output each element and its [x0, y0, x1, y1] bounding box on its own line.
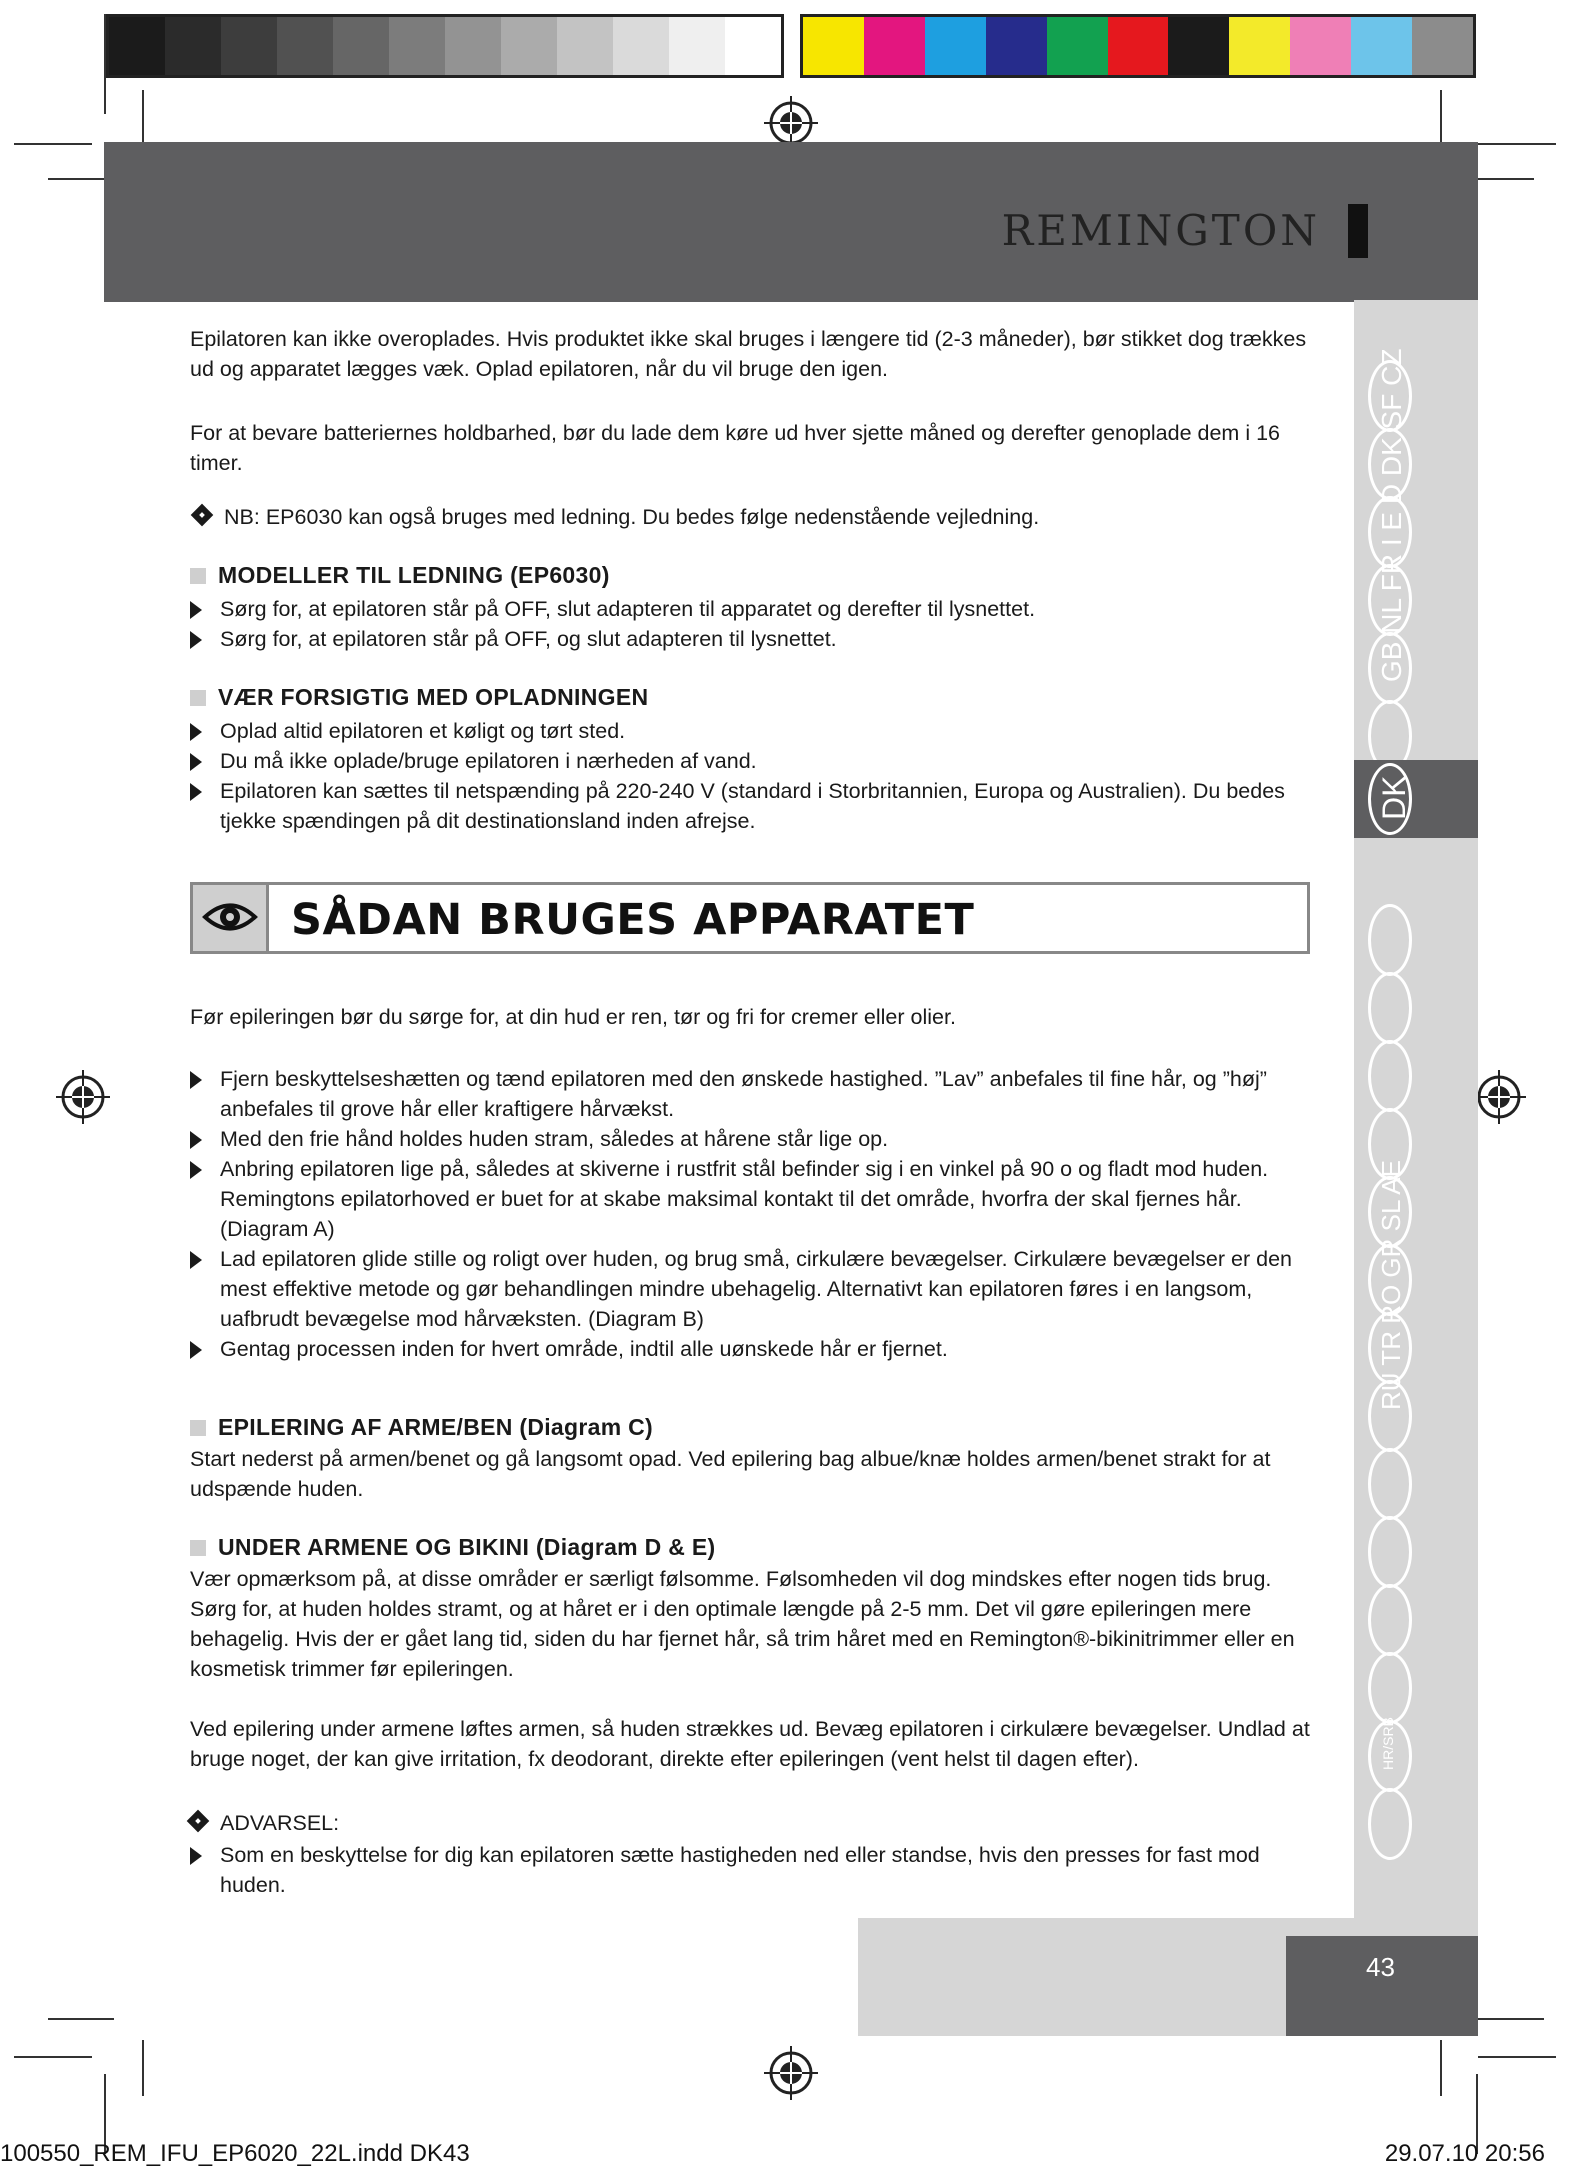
- calibration-swatch: [1351, 17, 1412, 75]
- calibration-swatch: [221, 17, 277, 75]
- crop-mark: [1478, 2018, 1544, 2020]
- page-number-box: [1286, 1936, 1478, 2036]
- calibration-swatch: [925, 17, 986, 75]
- language-oval: [1368, 1652, 1412, 1724]
- registration-target-icon: [1472, 1070, 1526, 1124]
- registration-target-icon: [56, 1070, 110, 1124]
- footer-filename: 100550_REM_IFU_EP6020_22L.indd DK43: [0, 2140, 470, 2167]
- active-language-label: DK: [1376, 775, 1412, 820]
- note-line: [190, 502, 1310, 532]
- warning-label: ADVARSEL:: [220, 1811, 340, 1835]
- calibration-swatch: [725, 17, 781, 75]
- page-number: 43: [1366, 1952, 1395, 1982]
- list-item: Fjern beskyttelseshætten og tænd epilatoren med den ønskede hastighed. ”Lav” anbefales til fine hår, og ”høj” anbefales til grove hår eller kraftigere hårvækst.: [190, 1064, 1310, 1124]
- sidebar-language-codes-top: GB NL FR I E D DK SF CZ: [1376, 348, 1407, 682]
- paragraph-overcharge: Epilatoren kan ikke overoplades. Hvis produktet ikke skal bruges i længere tid (2-3 måneder), bør stikket dog trækkes ud og apparatet lægges væk. Oplad epilatoren, når du vil bruge den igen.: [190, 327, 1307, 381]
- subheading-marker: [190, 568, 206, 584]
- language-oval: [1368, 564, 1412, 636]
- sidebar-small-label: HR/SRB: [1380, 1717, 1396, 1770]
- language-oval: [1368, 1380, 1412, 1452]
- subheading-marker: [190, 1420, 206, 1436]
- note-icon: [191, 504, 214, 527]
- crop-mark: [1440, 90, 1442, 150]
- calibration-swatch: [389, 17, 445, 75]
- list-item: Lad epilatoren glide stille og roligt over huden, og brug små, cirkulære bevægelser. Cirkulære bevægelser er den mest effektive metode og gør behandlingen mindre ubehagelig. Alternativt kan epilatoren føres i en langsom, uafbrudt bevægelse mod hårvæksten. (Diagram B): [190, 1244, 1310, 1334]
- language-oval: [1368, 1720, 1412, 1792]
- crop-mark: [48, 2018, 114, 2020]
- list-item: Du må ikke oplade/bruge epilatoren i nærheden af vand.: [190, 746, 1310, 776]
- crop-mark: [142, 90, 144, 150]
- crop-mark: [104, 14, 106, 114]
- list-item: Oplad altid epilatoren et køligt og tørt sted.: [190, 716, 1310, 746]
- tab-dk: [1354, 760, 1478, 838]
- list-item: Epilatoren kan sættes til netspænding på 220-240 V (standard i Storbritannien, Europa og Australien). Du bedes tjekke spændingen på dit destinationsland inden afrejse.: [190, 776, 1310, 836]
- language-oval: [1368, 496, 1412, 568]
- section-title: SÅDAN BRUGES APPARATET: [291, 895, 975, 945]
- note-text: NB: EP6030 kan også bruges med ledning. Du bedes følge nedenstående vejledning.: [224, 505, 1040, 529]
- calibration-swatch: [1229, 17, 1290, 75]
- calibration-swatch: [277, 17, 333, 75]
- brand-logo: [1001, 204, 1368, 255]
- language-oval: [1368, 1176, 1412, 1248]
- crop-mark: [48, 178, 104, 180]
- list-item: Sørg for, at epilatoren står på OFF, slut adapteren til apparatet og derefter til lysnettet.: [190, 594, 1310, 624]
- calibration-swatch: [1108, 17, 1169, 75]
- crop-mark: [142, 2040, 144, 2096]
- language-oval: [1368, 1108, 1412, 1180]
- calibration-swatch: [445, 17, 501, 75]
- calibration-swatch: [1047, 17, 1108, 75]
- crop-mark: [14, 143, 92, 145]
- language-oval: [1368, 1312, 1412, 1384]
- calibration-swatch: [864, 17, 925, 75]
- language-oval: [1368, 1516, 1412, 1588]
- calibration-swatch: [501, 17, 557, 75]
- calibration-swatch: [669, 17, 725, 75]
- subheading-marker: [190, 690, 206, 706]
- eye-icon-box: [193, 885, 269, 951]
- footer-timestamp: 29.07.10 20:56: [1384, 2140, 1545, 2167]
- eye-icon: [195, 886, 265, 948]
- calibration-swatch: [986, 17, 1047, 75]
- calibration-swatch: [1412, 17, 1473, 75]
- list-item: Med den frie hånd holdes huden stram, således at hårene står lige op.: [190, 1124, 1310, 1154]
- subheading-charging: VÆR FORSIGTIG MED OPLADNINGEN: [190, 682, 648, 712]
- sidebar-language-codes-bottom: RU TR RO GR SL AE: [1376, 1160, 1406, 1410]
- language-oval: [1368, 1448, 1412, 1520]
- warning-line: [190, 1808, 1310, 1838]
- paragraph-underarm-technique: Ved epilering under armene løftes armen, så huden strækkes ud. Bevæg epilatoren i cirkulære bevægelser. Undlad at bruge noget, der kan give irritation, fx deodorant, direkte efter epileringen (vent helst til dagen efter).: [190, 1717, 1310, 1771]
- language-oval: [1368, 632, 1412, 704]
- calibration-swatch: [803, 17, 864, 75]
- list-item: Gentag processen inden for hvert område, indtil alle uønskede hår er fjernet.: [190, 1334, 1310, 1364]
- crop-mark: [1440, 2040, 1442, 2096]
- calibration-swatch: [165, 17, 221, 75]
- language-sidebar: [1354, 300, 1478, 1922]
- calibration-swatch: [1168, 17, 1229, 75]
- language-oval: [1368, 904, 1412, 976]
- subheading-marker: [190, 1540, 206, 1556]
- crop-mark: [1478, 143, 1556, 145]
- crop-mark: [14, 2056, 92, 2058]
- language-oval: [1368, 428, 1412, 500]
- usage-intro: Før epileringen bør du sørge for, at din hud er ren, tør og fri for cremer eller olier.: [190, 1005, 956, 1029]
- crop-mark: [1478, 178, 1534, 180]
- calibration-swatch: [613, 17, 669, 75]
- list-item: Anbring epilatoren lige på, således at skiverne i rustfrit stål befinder sig i en vinkel på 90 o og fladt mod huden. Remingtons epilatorhoved er buet for at skabe maksimal kontakt til det område, hvorfra der skal fjernes hår. (Diagram A): [190, 1154, 1310, 1244]
- language-oval: [1368, 1040, 1412, 1112]
- language-oval: [1368, 360, 1412, 432]
- paragraph-underarms: Vær opmærksom på, at disse områder er særligt følsomme. Følsomheden vil dog mindskes efter nogen tids brug. Sørg for, at huden holdes stramt, og at håret er i den optimale længde på 2-5 mm. Det vil gøre epileringen mere behagelig. Hvis der er gået lang tid, siden du har fjernet hår, så trim håret med en Remington®-bikinitrimmer eller en kosmetisk trimmer før epileringen.: [190, 1567, 1295, 1681]
- language-oval: [1368, 1244, 1412, 1316]
- section-heading-box: [190, 882, 1310, 954]
- brand-mark-bar: [1348, 204, 1368, 258]
- grayscale-calibration-bar: [106, 14, 784, 78]
- color-calibration-bar: [800, 14, 1476, 78]
- paragraph-arms-legs: Start nederst på armen/benet og gå langsomt opad. Ved epilering bag albue/knæ holdes armen/benet strakt for at udspænde huden.: [190, 1447, 1271, 1501]
- header-band: [104, 142, 1478, 302]
- registration-target-icon: [764, 2046, 818, 2100]
- language-oval: [1368, 1584, 1412, 1656]
- calibration-swatch: [109, 17, 165, 75]
- calibration-swatch: [557, 17, 613, 75]
- list-item: Som en beskyttelse for dig kan epilatoren sætte hastigheden ned eller standse, hvis den presses for fast mod huden.: [190, 1840, 1310, 1900]
- paragraph-battery: For at bevare batteriernes holdbarhed, bør du lade dem køre ud hver sjette måned og derefter genoplade dem i 16 timer.: [190, 421, 1280, 475]
- list-item: Sørg for, at epilatoren står på OFF, og slut adapteren til lysnettet.: [190, 624, 1310, 654]
- subheading-arms-legs: EPILERING AF ARME/BEN (Diagram C): [190, 1412, 653, 1442]
- language-oval: [1368, 972, 1412, 1044]
- language-oval: [1368, 1788, 1412, 1860]
- subheading-corded: MODELLER TIL LEDNING (EP6030): [190, 560, 610, 590]
- brand-name: REMINGTON: [1001, 206, 1320, 255]
- warning-icon: [187, 1810, 210, 1833]
- calibration-swatch: [333, 17, 389, 75]
- crop-mark: [1478, 2056, 1556, 2058]
- subheading-underarms: UNDER ARMENE OG BIKINI (Diagram D & E): [190, 1532, 715, 1562]
- calibration-swatch: [1290, 17, 1351, 75]
